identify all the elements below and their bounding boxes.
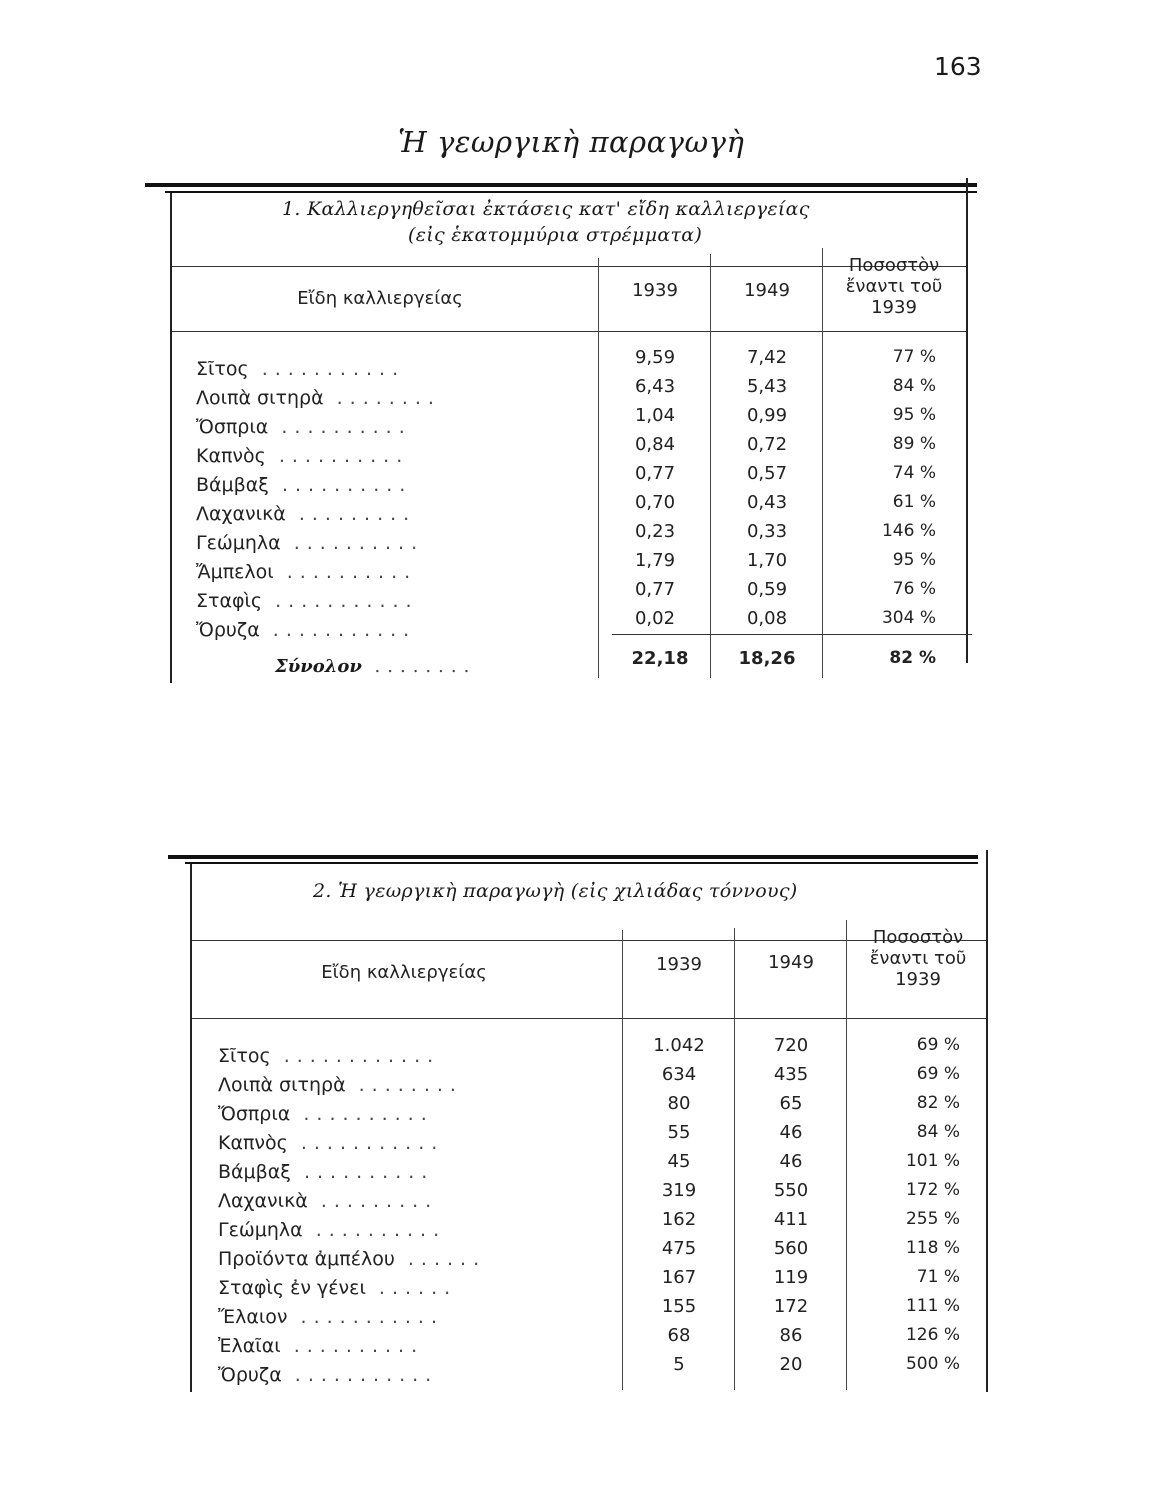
value-percent: 111 % <box>905 1296 960 1316</box>
table-2-top-rule-2 <box>185 862 978 864</box>
leader-dots: ...... <box>365 1277 458 1299</box>
value-percent: 84 % <box>892 376 936 396</box>
leader-dots: .......... <box>265 445 410 467</box>
value-1949: 5,43 <box>746 376 788 397</box>
row-label <box>218 1161 434 1183</box>
value-1949: 20 <box>779 1354 803 1375</box>
row-label-text: Ὄρυζα <box>196 619 260 641</box>
value-1949: 0,43 <box>746 492 788 513</box>
value-percent: 71 % <box>916 1267 960 1287</box>
value-1939: 5 <box>673 1354 685 1375</box>
value-percent: 74 % <box>892 463 936 483</box>
table-1-header-pct-line-2: ἔναντι τοῦ <box>845 276 943 297</box>
table-2-header-pct-line-3: 1939 <box>895 969 941 990</box>
table-2-top-rule <box>168 855 978 859</box>
row-label <box>218 1277 457 1299</box>
leader-dots: .......... <box>290 1103 434 1125</box>
value-1949: 119 <box>773 1267 809 1288</box>
value-1939: 0,02 <box>634 608 676 629</box>
row-label-text: Λοιπὰ σιτηρὰ <box>196 387 324 409</box>
total-label <box>275 656 476 677</box>
table-2-header-pct-line-1: Ποσοστὸν <box>872 927 964 948</box>
row-label-text: Σταφὶς ἐν γένει <box>218 1277 366 1299</box>
value-1949: 560 <box>773 1238 809 1259</box>
value-percent: 118 % <box>905 1238 960 1258</box>
table-1-col-divider-1 <box>598 258 599 678</box>
row-label <box>196 590 419 612</box>
row-label <box>218 1074 463 1096</box>
table-1-col-divider-2 <box>710 254 711 678</box>
value-1949: 46 <box>779 1151 803 1172</box>
value-1939: 1,04 <box>634 405 676 426</box>
leader-dots: .......... <box>268 416 412 438</box>
table-2-body-rule <box>192 1018 986 1019</box>
leader-dots: ........ <box>345 1074 463 1096</box>
leader-dots: .......... <box>280 1335 425 1357</box>
leader-dots: ...... <box>394 1248 487 1270</box>
table-2-col-divider-1 <box>622 930 623 1390</box>
value-1949: 411 <box>773 1209 809 1230</box>
row-label-text: Λαχανικὰ <box>218 1190 308 1212</box>
row-label-text: Λαχανικὰ <box>196 503 286 525</box>
row-label-text: Καπνὸς <box>196 445 266 467</box>
leader-dots: ......... <box>307 1190 439 1212</box>
value-1949: 435 <box>773 1064 809 1085</box>
row-label <box>196 416 412 438</box>
leader-dots: .......... <box>268 474 413 496</box>
value-percent: 146 % <box>881 521 936 541</box>
page-number: 163 <box>934 52 982 81</box>
value-1949: 550 <box>773 1180 809 1201</box>
value-1939: 0,84 <box>634 434 676 455</box>
value-percent: 77 % <box>892 347 936 367</box>
table-1-header-category: Εἴδη καλλιεργείας <box>297 288 463 309</box>
value-1939: 0,70 <box>634 492 676 513</box>
row-label <box>218 1335 424 1357</box>
row-label <box>196 358 405 380</box>
value-1949: 86 <box>779 1325 803 1346</box>
row-label <box>196 532 424 554</box>
table-1-caption: 1. Καλλιεργηθεῖσαι ἐκτάσεις κατ' εἴδη καλλιεργείας <box>282 198 810 220</box>
table-2-left-border <box>190 864 192 1392</box>
total-label-text: Σύνολον <box>275 656 362 677</box>
row-label-text: Ἔλαιον <box>218 1306 288 1328</box>
value-1939: 319 <box>661 1180 697 1201</box>
table-1-col-divider-3 <box>822 248 823 678</box>
row-label <box>196 561 417 583</box>
row-label-text: Καπνὸς <box>218 1132 288 1154</box>
value-percent: 101 % <box>905 1151 960 1171</box>
table-1-total-rule <box>612 634 972 635</box>
page-title: Ἡ γεωργικὴ παραγωγὴ <box>398 125 745 159</box>
total-percent: 82 % <box>889 648 936 668</box>
leader-dots: ........... <box>248 358 406 380</box>
value-percent: 255 % <box>905 1209 960 1229</box>
row-label <box>196 445 409 467</box>
row-label-text: Ἐλαῖαι <box>218 1335 281 1357</box>
row-label-text: Σῖτος <box>196 358 249 380</box>
value-1949: 0,08 <box>746 608 788 629</box>
value-1939: 634 <box>661 1064 697 1085</box>
table-2-col-divider-2 <box>734 928 735 1390</box>
value-1939: 1.042 <box>653 1035 705 1056</box>
value-1939: 0,77 <box>634 579 676 600</box>
table-2-header-1949: 1949 <box>768 952 814 973</box>
value-1939: 162 <box>661 1209 697 1230</box>
value-percent: 172 % <box>905 1180 960 1200</box>
row-label-text: Ἄμπελοι <box>196 561 274 583</box>
leader-dots: ........... <box>287 1132 445 1154</box>
value-1939: 80 <box>667 1093 691 1114</box>
value-percent: 61 % <box>892 492 936 512</box>
row-label-text: Ὄρυζα <box>218 1364 282 1386</box>
value-percent: 95 % <box>892 405 936 425</box>
value-1949: 0,59 <box>746 579 788 600</box>
row-label <box>218 1219 446 1241</box>
leader-dots: ......... <box>285 503 417 525</box>
value-percent: 69 % <box>916 1064 960 1084</box>
row-label <box>196 619 416 641</box>
value-percent: 500 % <box>905 1354 960 1374</box>
table-2-caption: 2. Ἡ γεωργικὴ παραγωγὴ (εἰς χιλιάδας τόννους) <box>313 880 798 902</box>
value-1939: 45 <box>667 1151 691 1172</box>
value-1949: 7,42 <box>746 347 788 368</box>
row-label <box>196 387 441 409</box>
value-1949: 65 <box>779 1093 803 1114</box>
value-percent: 84 % <box>916 1122 960 1142</box>
value-1939: 155 <box>661 1296 697 1317</box>
value-percent: 95 % <box>892 550 936 570</box>
value-1949: 720 <box>773 1035 809 1056</box>
row-label <box>196 503 416 525</box>
leader-dots: .......... <box>290 1161 435 1183</box>
row-label-text: Ὄσπρια <box>218 1103 291 1125</box>
table-1-header-pct-line-3: 1939 <box>871 297 917 318</box>
row-label-text: Γεώμηλα <box>218 1219 303 1241</box>
table-2-header-1939: 1939 <box>656 954 702 975</box>
table-1-header-1949: 1949 <box>744 280 790 301</box>
total-1939: 22,18 <box>631 648 689 669</box>
value-1939: 0,77 <box>634 463 676 484</box>
leader-dots: .......... <box>273 561 418 583</box>
leader-dots: ........... <box>281 1364 439 1386</box>
value-percent: 89 % <box>892 434 936 454</box>
value-1949: 0,72 <box>746 434 788 455</box>
table-2-header-pct-line-2: ἔναντι τοῦ <box>869 948 967 969</box>
total-1949: 18,26 <box>738 648 796 669</box>
row-label <box>218 1364 438 1386</box>
row-label-text: Βάμβαξ <box>218 1161 291 1183</box>
row-label <box>218 1248 486 1270</box>
value-1939: 68 <box>667 1325 691 1346</box>
row-label-text: Σῖτος <box>218 1045 271 1067</box>
value-1939: 475 <box>661 1238 697 1259</box>
leader-dots: ............ <box>270 1045 441 1067</box>
value-percent: 76 % <box>892 579 936 599</box>
table-1-header-1939: 1939 <box>632 280 678 301</box>
value-1949: 0,99 <box>746 405 788 426</box>
value-1949: 0,33 <box>746 521 788 542</box>
value-percent: 69 % <box>916 1035 960 1055</box>
row-label-text: Σταφὶς <box>196 590 263 612</box>
table-1-right-border <box>966 178 968 663</box>
value-1939: 0,23 <box>634 521 676 542</box>
value-1939: 55 <box>667 1122 691 1143</box>
value-1949: 46 <box>779 1122 803 1143</box>
table-1-body-rule <box>172 331 966 332</box>
table-1-top-rule <box>145 183 977 187</box>
row-label <box>218 1045 440 1067</box>
value-1949: 0,57 <box>746 463 788 484</box>
row-label-text: Γεώμηλα <box>196 532 281 554</box>
table-1-header-pct-line-1: Ποσοστὸν <box>848 255 940 276</box>
value-1949: 172 <box>773 1296 809 1317</box>
leader-dots: ........... <box>262 590 419 612</box>
row-label-text: Ὄσπρια <box>196 416 269 438</box>
value-1939: 9,59 <box>634 347 676 368</box>
row-label <box>218 1103 434 1125</box>
leader-dots: ........ <box>361 656 477 677</box>
leader-dots: ........... <box>287 1306 444 1328</box>
leader-dots: .......... <box>280 532 425 554</box>
table-1-top-rule-2 <box>165 191 977 193</box>
table-2-col-divider-3 <box>846 920 847 1390</box>
leader-dots: .......... <box>302 1219 447 1241</box>
value-1939: 167 <box>661 1267 697 1288</box>
row-label <box>218 1190 438 1212</box>
row-label <box>196 474 412 496</box>
value-percent: 82 % <box>916 1093 960 1113</box>
leader-dots: ........... <box>259 619 417 641</box>
value-percent: 304 % <box>881 608 936 628</box>
value-1949: 1,70 <box>746 550 788 571</box>
row-label-text: Προϊόντα ἀμπέλου <box>218 1248 395 1270</box>
table-2-header-category: Εἴδη καλλιεργείας <box>321 962 487 983</box>
value-1939: 6,43 <box>634 376 676 397</box>
row-label <box>218 1132 444 1154</box>
table-1-subcaption: (εἰς ἑκατομμύρια στρέμματα) <box>408 224 703 246</box>
row-label <box>218 1306 444 1328</box>
value-percent: 126 % <box>905 1325 960 1345</box>
row-label-text: Λοιπὰ σιτηρὰ <box>218 1074 346 1096</box>
value-1939: 1,79 <box>634 550 676 571</box>
row-label-text: Βάμβαξ <box>196 474 269 496</box>
leader-dots: ........ <box>323 387 441 409</box>
